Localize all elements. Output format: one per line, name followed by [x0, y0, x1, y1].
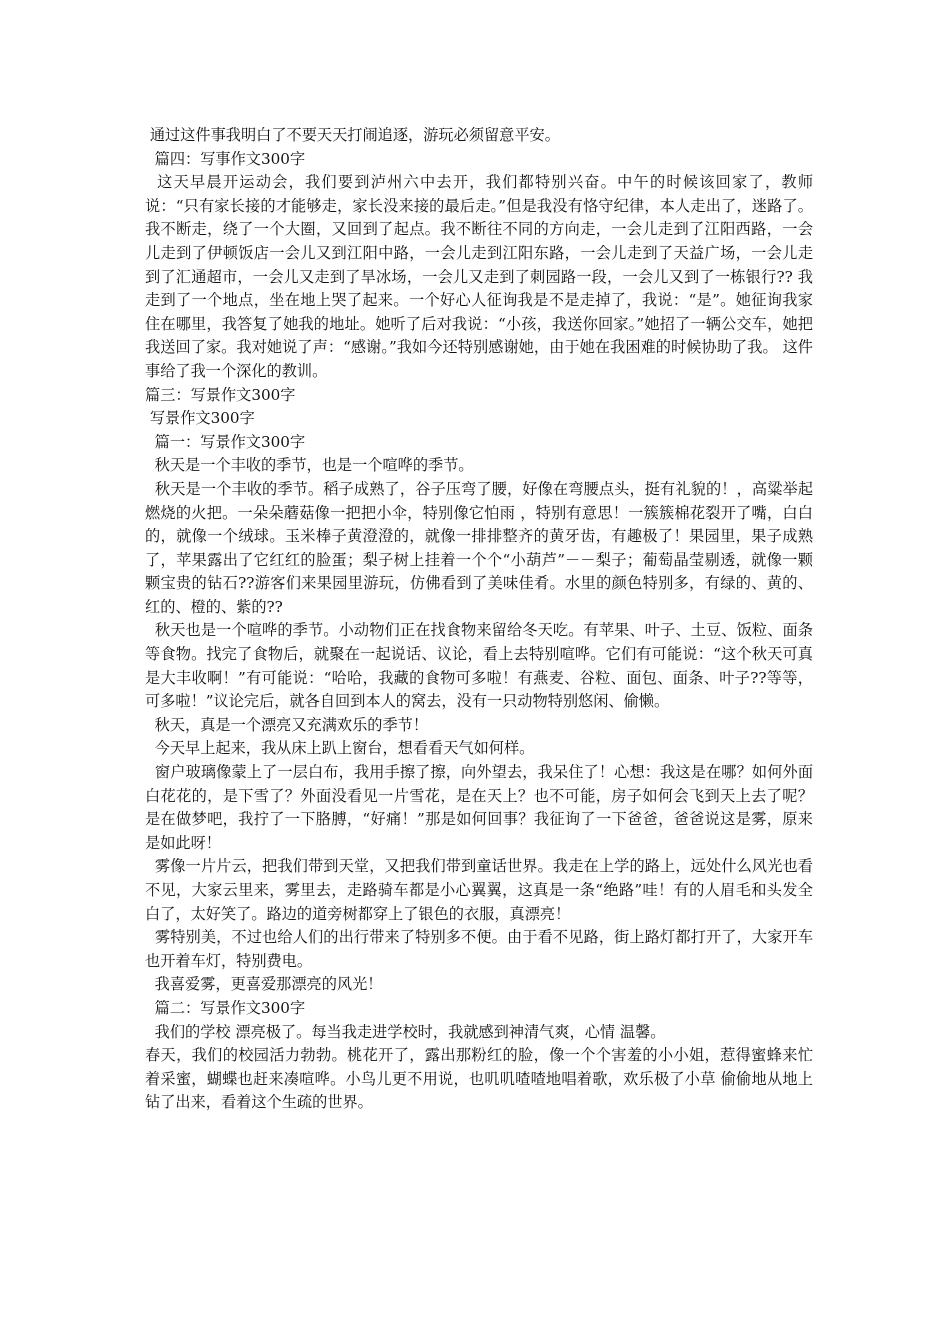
section-title: 写景作文300字: [145, 409, 255, 428]
section-heading-part4: 篇四：写事作文300字: [145, 149, 306, 168]
paragraph-fog-conclusion: 我喜爱雾，更喜爱那漂亮的风光！: [145, 975, 383, 994]
paragraph-fog-cloud: 雾像一片片云，把我们带到天堂，又把我们带到童话世界。我走在上学的路上，远处什么风光也看不见，大家云里来，雾里去，走路骑车都是小心翼翼，这真是一条“绝路”哇！有的人眉毛和头发全白了，太好笑了。路边的道旁树都穿上了银色的衣服，真漂亮！: [145, 857, 814, 923]
paragraph-fog-window: 窗户玻璃像蒙上了一层白布，我用手擦了擦，向外望去，我呆住了！心想：我这是在哪？如何外面白花花的，是下雪了？外面没看见一片雪花，是在天上？也不可能，房子如何会飞到天上去了呢？是在做梦吧，我拧了一下胳膊，“好痛！”那是如何回事？我征询了一下爸爸，爸爸说这是雾，原来是如此呀！: [145, 763, 814, 852]
section-heading-part1: 篇一：写景作文300字: [145, 432, 306, 451]
paragraph-fog-inconvenience: 雾特别美，不过也给人们的出行带来了特别多不便。由于看不见路，街上路灯都打开了，大家开车也开着车灯，特别费电。: [145, 928, 814, 970]
paragraph-autumn-conclusion: 秋天，真是一个漂亮又充满欢乐的季节！: [145, 715, 429, 734]
paragraph-school-intro: 我们的学校 漂亮极了。每当我走进学校时，我就感到神清气爽，心情 温馨。: [145, 1022, 666, 1041]
paragraph-school-spring: 春天，我们的校园活力勃勃。桃花开了，露出那粉红的脸，像一个个害羞的小小姐，惹得蜜蜂来忙着采蜜，蝴蝶也赶来凑喧哗。小鸟儿更不用说，也叽叽喳喳地唱着歌，欢乐极了小草 偷偷地从地上钻了出来，看着这个生疏的世界。: [145, 1046, 813, 1112]
paragraph-autumn-intro: 秋天是一个丰收的季节，也是一个喧哗的季节。: [145, 456, 474, 475]
paragraph-autumn-lively: 秋天也是一个喧哗的季节。小动物们正在找食物来留给冬天吃。有苹果、叶子、土豆、饭粒、面条等食物。找完了食物后，就聚在一起说话、议论，看上去特别喧哗。它们有可能说：“这个秋天可真是大丰收啊！”有可能说：“哈哈，我藏的食物可多啦！有燕麦、谷粒、面包、面条、叶子??等等，可多啦！”议论完后，就各自回到本人的窝去，没有一只动物特别悠闲、偷懒。: [145, 621, 814, 711]
paragraph-fog-morning: 今天早上起来，我从床上趴上窗台，想看看天气如何样。: [145, 739, 535, 758]
paragraph-conclusion: 通过这件事我明白了不要天天打闹追逐，游玩必须留意平安。: [145, 126, 560, 144]
document-body: [145, 124, 813, 1115]
paragraph-story: 这天早晨开运动会，我们要到泸州六中去开，我们都特别兴奋。中午的时候该回家了，教师说：“只有家长接的才能够走，家长没来接的最后走。”但是我没有恪守纪律，本人走出了，迷路了。我不断走，绕了一个大圈，又回到了起点。我不断往不同的方向走，一会儿走到了江阳西路，一会儿走到了伊顿饭店一会儿又到江阳中路，一会儿走到江阳东路，一会儿走到了天益广场，一会儿走到了汇通超市，一会儿又走到了旱冰场，一会儿又走到了刺园路一段，一会儿又到了一栋银行?? 我走到了一个地点，坐在地上哭了起来。一个好心人征询我是不是走掉了，我说：“是”。她征询我家住在哪里，我答复了她我的地址。她听了后对我说：“小孩，我送你回家。”她招了一辆公交车，她把我送回了家。我对她说了声：“感谢。”我如今还特别感谢她，由于她在我困难的时候协助了我。 这件事给了我一个深化的教训。: [145, 173, 814, 380]
section-heading-part3: 篇三：写景作文300字: [145, 385, 296, 404]
section-heading-part2: 篇二：写景作文300字: [145, 998, 306, 1017]
paragraph-autumn-harvest: 秋天是一个丰收的季节。稻子成熟了，谷子压弯了腰，好像在弯腰点头，挺有礼貌的！，高粱举起燃烧的火把。一朵朵蘑菇像一把把小伞，特别像它怕雨 ，特别有意思！一簇簇棉花裂开了嘴，白白的，就像一个绒球。玉米棒子黄澄澄的，就像一排排整齐的黄牙齿，有趣极了！果园里，果子成熟了，苹果露出了它红红的脸蛋；梨子树上挂着一个个“小葫芦”－－梨子；葡萄晶莹剔透，就像一颗颗宝贵的钻石??游客们来果园里游玩，仿佛看到了美味佳肴。水里的颜色特别多，有绿的、黄的、红的、橙的、紫的??: [145, 479, 814, 616]
